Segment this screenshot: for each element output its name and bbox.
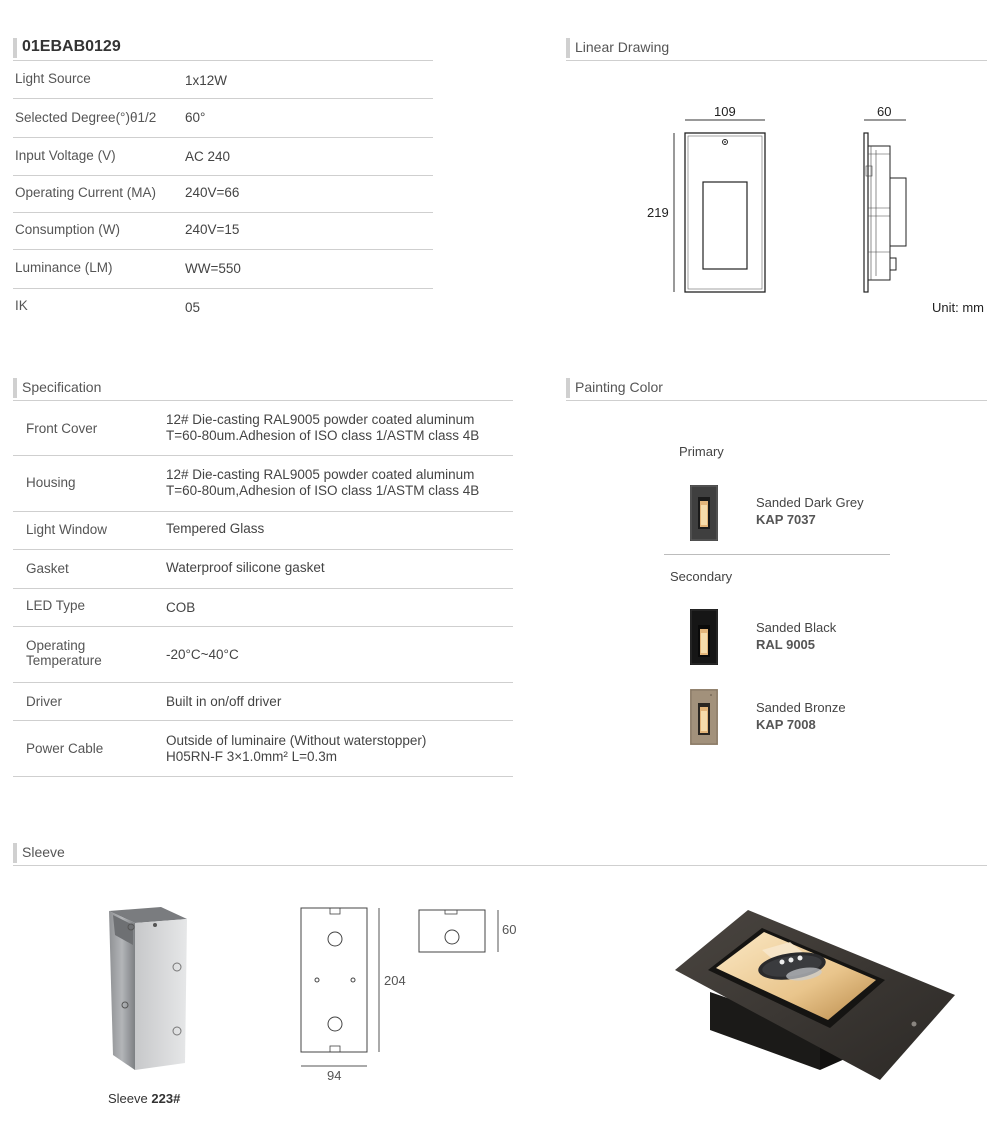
spec-label: Gasket	[26, 561, 69, 576]
sleeve-caption	[108, 1091, 180, 1106]
product-photo	[670, 900, 960, 1085]
secondary-label: Secondary	[670, 569, 733, 584]
row-value: 240V=66	[185, 185, 240, 200]
spec-label-line2: Temperature	[26, 653, 102, 668]
spec-value-line1: Outside of luminaire (Without waterstopper)	[166, 733, 427, 748]
product-row	[13, 176, 433, 213]
sleeve-height-dimension: 204	[384, 973, 406, 988]
color-code: RAL 9005	[756, 637, 816, 652]
spec-value-line1: COB	[166, 600, 196, 615]
spec-value-line1: Built in on/off driver	[166, 694, 282, 709]
spec-value-line1: Tempered Glass	[166, 521, 265, 536]
spec-label: Housing	[26, 475, 76, 490]
spec-row-front-cover	[13, 401, 513, 456]
sleeve-title: Sleeve	[22, 844, 65, 860]
spec-row-light-window	[13, 512, 513, 550]
spec-value-line1: 12# Die-casting RAL9005 powder coated aluminum	[166, 467, 475, 482]
painting-color-title: Painting Color	[575, 379, 663, 395]
header-accent	[13, 843, 17, 863]
spec-row-driver	[13, 683, 513, 721]
row-value: 240V=15	[185, 222, 240, 237]
spec-row-housing	[13, 456, 513, 512]
row-value: WW=550	[185, 261, 241, 276]
width-dimension: 109	[714, 104, 736, 119]
sleeve-caption-prefix: Sleeve	[108, 1091, 152, 1106]
header-accent	[566, 378, 570, 398]
row-label: Light Source	[15, 71, 91, 86]
product-row	[13, 213, 433, 250]
header-accent	[13, 378, 17, 398]
sleeve-width-dimension: 94	[327, 1068, 342, 1083]
product-header	[13, 38, 433, 61]
row-value: 60°	[185, 110, 206, 125]
swatch-black	[690, 609, 718, 665]
row-label: Luminance (LM)	[15, 260, 113, 275]
painting-color-header	[566, 378, 987, 401]
color-name: Sanded Black	[756, 620, 837, 635]
unit-label: Unit: mm	[932, 300, 984, 315]
row-label: Input Voltage (V)	[15, 148, 116, 163]
sleeve-depth-dimension: 60	[502, 922, 517, 937]
product-row	[13, 250, 433, 289]
spec-label: Front Cover	[26, 421, 98, 436]
product-code: 01EBAB0129	[22, 38, 121, 55]
specification-header	[13, 378, 513, 401]
row-label: Selected Degree(°)θ1/2	[15, 110, 157, 125]
spec-value-line2: T=60-80um,Adhesion of ISO class 1/ASTM class 4B	[166, 483, 480, 498]
row-value: 1x12W	[185, 73, 228, 88]
header-accent	[566, 38, 570, 58]
spec-value-line1: -20°C~40°C	[166, 647, 239, 662]
spec-row-gasket	[13, 550, 513, 589]
sleeve-caption-number: 223#	[151, 1091, 181, 1106]
spec-value-line1: Waterproof silicone gasket	[166, 560, 325, 575]
spec-label: Light Window	[26, 522, 108, 537]
height-dimension: 219	[647, 205, 669, 220]
color-code: KAP 7037	[756, 512, 816, 527]
sleeve-drawing	[295, 900, 525, 1085]
color-code: KAP 7008	[756, 717, 816, 732]
sleeve-header	[13, 843, 987, 866]
spec-row-power-cable	[13, 721, 513, 777]
depth-dimension: 60	[877, 104, 892, 119]
spec-row-operating-temperature	[13, 627, 513, 683]
header-accent	[13, 38, 17, 58]
color-divider	[664, 554, 890, 555]
row-value: 05	[185, 300, 201, 315]
product-row	[13, 138, 433, 176]
product-row	[13, 61, 433, 99]
spec-row-led-type	[13, 589, 513, 627]
spec-label: Driver	[26, 694, 62, 709]
linear-drawing-title: Linear Drawing	[575, 39, 670, 55]
row-label: Consumption (W)	[15, 222, 121, 237]
spec-value-line2: H05RN-F 3×1.0mm² L=0.3m	[166, 749, 338, 764]
color-name: Sanded Bronze	[756, 700, 846, 715]
row-value: AC 240	[185, 149, 231, 164]
spec-value-line2: T=60-80um.Adhesion of ISO class 1/ASTM class 4B	[166, 428, 480, 443]
specification-title: Specification	[22, 379, 102, 395]
linear-drawing-figure	[640, 98, 920, 298]
swatch-bronze	[690, 689, 718, 745]
spec-value-line1: 12# Die-casting RAL9005 powder coated aluminum	[166, 412, 475, 427]
spec-label: LED Type	[26, 598, 86, 613]
spec-label-line1: Operating	[26, 638, 86, 653]
swatch-dark-grey	[690, 485, 718, 541]
product-row	[13, 99, 433, 138]
row-label: Operating Current (MA)	[15, 185, 157, 200]
product-row	[13, 289, 433, 325]
sleeve-box-image	[105, 905, 191, 1075]
row-label: IK	[15, 298, 28, 313]
primary-label: Primary	[679, 444, 724, 459]
color-name: Sanded Dark Grey	[756, 495, 864, 510]
linear-drawing-header	[566, 38, 987, 61]
spec-label: Power Cable	[26, 741, 104, 756]
